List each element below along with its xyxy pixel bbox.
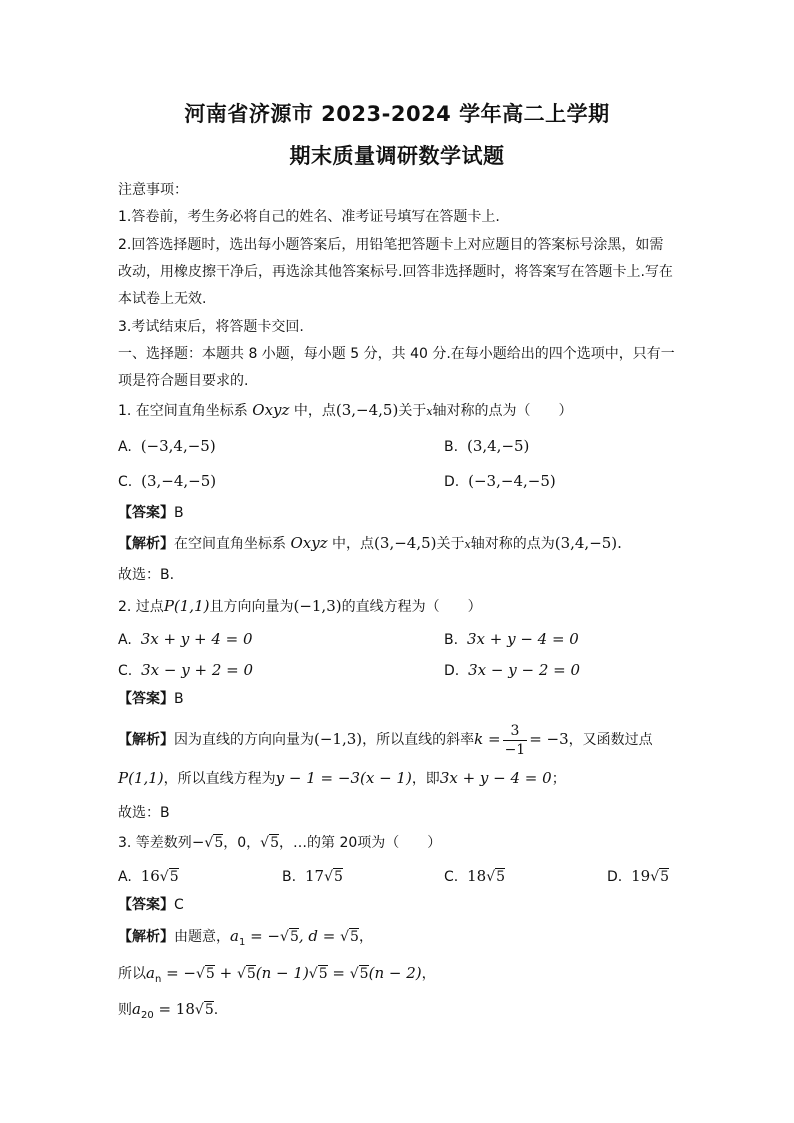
q1-analysis-text-d: 轴对称的点为	[470, 536, 555, 552]
q1-answer	[118, 503, 184, 523]
q2-analysis-tag: 【解析】	[118, 732, 174, 748]
q3-option-d-sqrt: √5	[650, 869, 670, 885]
q3-option-b	[282, 866, 343, 887]
q1-analysis	[118, 533, 622, 555]
note-item-2c: 本试卷上无效.	[118, 291, 207, 307]
note-item-2a: 2.回答选择题时，选出每小题答案后，用铅笔把答题卡上对应题目的答案标号涂黑，如需	[118, 237, 664, 253]
q2-analysis-point: P(1,1)	[118, 769, 164, 787]
q2-option-d	[444, 660, 580, 681]
q3-sqrt-2: √5	[260, 835, 279, 851]
note-item-3: 3.考试结束后，将答题卡交回.	[118, 319, 304, 335]
q3-option-a-radicand: 5	[169, 869, 179, 885]
q3-analysis-line3	[118, 999, 218, 1026]
q2-line-equation-simplified: 3x + y − 4 = 0	[439, 769, 552, 787]
q3-option-d-radicand: 5	[660, 869, 670, 885]
q2-slope-fraction	[503, 722, 528, 759]
q2-conclusion: 故选：B	[118, 805, 170, 821]
q1-axis: x	[426, 405, 433, 418]
q3-a1-equals: = −	[245, 927, 281, 945]
q3-option-d-coef: 19	[631, 867, 651, 885]
q3-line3-prefix: 则	[118, 1002, 132, 1018]
q3-an-eq4: =	[327, 964, 350, 982]
q3-an-radicand-2: 5	[246, 966, 256, 982]
q1-analysis-result: (3,4,−5).	[554, 534, 622, 552]
q2-option-a	[118, 629, 253, 650]
q1-analysis-point: (3,−4,5)	[374, 534, 437, 552]
q1-option-b-label: B.	[444, 439, 459, 455]
q2-fraction-numerator: 3	[503, 722, 528, 741]
exam-title-line2: 期末质量调研数学试题	[289, 144, 505, 168]
q1-option-a-value: (−3,4,−5)	[140, 437, 216, 455]
q1-analysis-system: Oxyz	[290, 534, 328, 552]
q3-an-sqrt-1: √5	[195, 966, 215, 982]
q2-analysis2-text-b: ，即	[411, 771, 440, 787]
q2-option-c-label: C.	[118, 663, 133, 679]
q3-answer-tag: 【答案】	[118, 897, 174, 913]
q1-option-c	[118, 471, 216, 492]
q3-option-c-coef: 18	[467, 867, 487, 885]
q3-an-sqrt-4: √5	[349, 966, 369, 982]
q2-analysis-line2	[118, 768, 566, 789]
notes-heading: 注意事项：	[118, 182, 188, 198]
q3-radicand-2: 5	[270, 835, 279, 851]
q2-stem	[118, 596, 482, 617]
q2-option-a-label: A.	[118, 632, 132, 648]
q3-line2-end: ，	[421, 966, 436, 982]
q3-a20-subscript: 20	[140, 1009, 154, 1021]
q1-option-b-value: (3,4,−5)	[466, 437, 530, 455]
q3-line3-end: .	[213, 1002, 219, 1018]
q3-answer	[118, 895, 184, 915]
q3-option-b-sqrt: √5	[324, 869, 343, 885]
q3-option-c-sqrt: √5	[486, 869, 506, 885]
q2-direction-vector: (−1,3)	[293, 597, 342, 615]
q1-conclusion: 故选：B.	[118, 567, 175, 583]
q3-d-radicand: 5	[350, 929, 359, 945]
q2-option-b-label: B.	[444, 632, 459, 648]
q1-option-a	[118, 436, 216, 457]
q2-answer-tag: 【答案】	[118, 691, 174, 707]
q3-an-eq3: (n − 1)	[255, 964, 309, 982]
q3-analysis: 【解析】由题意，$a_1 = -√5$, d = √5，	[118, 927, 373, 948]
q1-option-c-value: (3,−4,−5)	[141, 472, 217, 490]
q3-option-c	[444, 866, 505, 887]
q3-option-b-label: B.	[282, 869, 297, 885]
q3-stem-text-a: 3. 等差数列	[118, 835, 192, 851]
q3-option-c-radicand: 5	[496, 869, 506, 885]
q3-option-b-coef: 17	[304, 867, 325, 885]
q3-an-symbol: a	[146, 964, 155, 982]
q1-option-d-label: D.	[444, 474, 460, 490]
q1-stem-text-d: 轴对称的点为（ ）	[432, 403, 573, 419]
q1-analysis-axis: x	[464, 538, 471, 551]
q1-option-d	[444, 471, 556, 492]
q3-stem	[118, 832, 441, 853]
q3-a20-radicand: 5	[204, 1002, 214, 1018]
section-intro-b: 项是符合题目要求的.	[118, 373, 249, 389]
q1-analysis-tag: 【解析】	[118, 536, 174, 552]
section-intro-a: 一、选择题：本题共 8 小题，每小题 5 分，共 40 分.在每小题给出的四个选项中，只有一	[118, 346, 675, 362]
q3-d-symbol: , d =	[298, 927, 341, 945]
q2-line-equation: y − 1 = −3(x − 1)	[275, 769, 412, 787]
q1-answer-tag: 【答案】	[118, 505, 174, 521]
q3-d-sqrt: √5	[340, 929, 359, 945]
q3-a20-sqrt: √5	[194, 1002, 214, 1018]
q2-option-c-value: 3x − y + 2 = 0	[141, 661, 254, 679]
q1-stem-text-a: 1. 在空间直角坐标系	[118, 403, 248, 419]
q1-point: (3,−4,5)	[335, 401, 399, 419]
q2-option-d-value: 3x − y − 2 = 0	[468, 661, 581, 679]
q3-an-eq1: = −	[161, 964, 196, 982]
q3-stem-separator-2: ，…的第 20项为（ ）	[279, 835, 442, 851]
q1-stem-text-c: 关于	[398, 403, 427, 419]
q3-option-a-coef: 16	[140, 867, 160, 885]
q3-an-radicand-4: 5	[359, 966, 369, 982]
q2-slope-symbol: k =	[474, 730, 501, 748]
q3-line2-prefix: 所以	[118, 966, 146, 982]
q2-slope-result: = −3	[529, 730, 569, 748]
q3-option-d	[607, 866, 669, 887]
q2-option-d-label: D.	[444, 663, 460, 679]
note-item-2b: 改动，用橡皮擦干净后，再选涂其他答案标号.回答非选择题时，将答案写在答题卡上.写在	[118, 264, 673, 280]
q1-stem-text-b: 中，点	[293, 403, 336, 419]
q3-sqrt-1: √5	[204, 835, 224, 851]
q3-an-eq5: (n − 2)	[368, 964, 422, 982]
q1-stem	[118, 400, 573, 422]
q3-an-subscript: n	[154, 973, 162, 985]
q2-stem-text-b: 且方向向量为	[209, 599, 294, 615]
q1-analysis-text-a: 在空间直角坐标系	[174, 536, 286, 552]
q1-option-d-value: (−3,−4,−5)	[468, 472, 556, 490]
q2-analysis2-text-c: ；	[551, 771, 566, 787]
q2-stem-text-c: 的直线方程为（ ）	[341, 599, 482, 615]
q3-option-c-label: C.	[444, 869, 459, 885]
q3-stem-separator-1: ，0，	[223, 835, 261, 851]
q3-an-radicand-1: 5	[205, 966, 215, 982]
q3-analysis-text-a: 由题意，	[174, 929, 230, 945]
q2-analysis	[118, 720, 653, 759]
q2-option-c	[118, 660, 253, 681]
q1-option-c-label: C.	[118, 474, 133, 490]
q2-option-b-value: 3x + y − 4 = 0	[466, 630, 579, 648]
q2-fraction-denominator: −1	[504, 741, 526, 758]
q1-coord-system: Oxyz	[252, 401, 290, 419]
q3-a1-radicand: 5	[289, 929, 299, 945]
q2-analysis2-text-a: ，所以直线方程为	[163, 771, 276, 787]
q2-analysis-text-a: 因为直线的方向向量为	[174, 732, 314, 748]
q1-option-b	[444, 436, 529, 457]
q2-option-a-value: 3x + y + 4 = 0	[140, 630, 253, 648]
q2-analysis-vector: (−1,3)	[314, 730, 363, 748]
q3-analysis-line2	[118, 963, 436, 990]
q1-analysis-text-b: 中，点	[332, 536, 375, 552]
exam-title-line1: 河南省济源市 2023-2024 学年高二上学期	[184, 102, 610, 126]
q3-option-b-radicand: 5	[333, 869, 343, 885]
q2-analysis-text-c: ，又函数过点	[568, 732, 653, 748]
q3-a1-symbol: a	[230, 927, 239, 945]
q3-option-a-label: A.	[118, 869, 132, 885]
q3-radicand-1: 5	[214, 835, 224, 851]
q2-point: P(1,1)	[163, 597, 210, 615]
q2-answer-value: B	[174, 691, 184, 707]
q3-an-sqrt-3: √5	[308, 966, 328, 982]
q3-a20-symbol: a	[132, 1000, 141, 1018]
q2-stem-text-a: 2. 过点	[118, 599, 164, 615]
q2-analysis-text-b: ，所以直线的斜率	[362, 732, 475, 748]
q3-an-eq2: +	[214, 964, 237, 982]
q3-option-d-label: D.	[607, 869, 623, 885]
q2-answer	[118, 689, 184, 709]
q3-an-radicand-3: 5	[318, 966, 328, 982]
q1-analysis-text-c: 关于	[436, 536, 465, 552]
q1-option-a-label: A.	[118, 439, 132, 455]
q3-analysis-tag: 【解析】	[118, 929, 174, 945]
q3-a20-equals: = 18	[153, 1000, 195, 1018]
q3-an-sqrt-2: √5	[236, 966, 256, 982]
q3-minus-sign: −	[191, 833, 205, 851]
q1-answer-value: B	[174, 505, 184, 521]
q3-option-a	[118, 866, 179, 887]
q2-option-b	[444, 629, 579, 650]
q3-a1-subscript: 1	[238, 936, 246, 948]
q3-answer-value: C	[174, 897, 184, 913]
q3-a1-sqrt: √5	[280, 929, 299, 945]
q3-option-a-sqrt: √5	[159, 869, 179, 885]
note-item-1: 1.答卷前，考生务必将自己的姓名、准考证号填写在答题卡上.	[118, 209, 500, 225]
